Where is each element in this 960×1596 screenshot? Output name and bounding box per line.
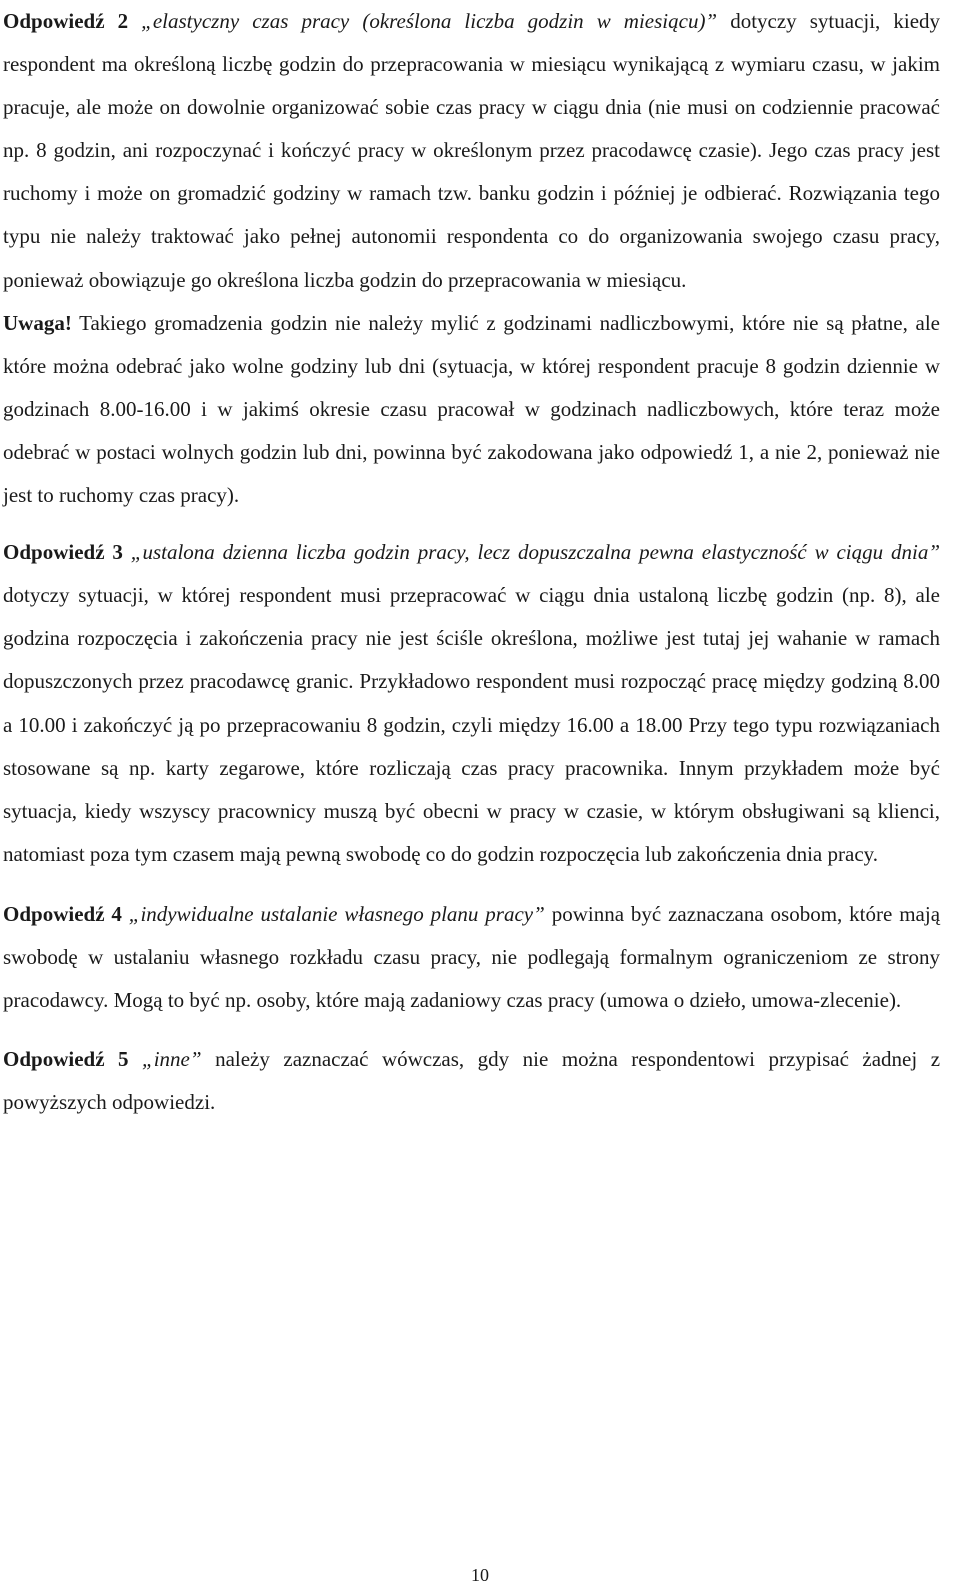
- answer-4-quote: „indywidualne ustalanie własnego planu pracy”: [128, 901, 545, 926]
- answer-3-quote: „ustalona dzienna liczba godzin pracy, lecz dopuszczalna pewna elastyczność w ciągu dnia”: [130, 540, 941, 565]
- page-number: 10: [471, 1565, 489, 1585]
- answer-5-quote: „inne”: [142, 1047, 202, 1072]
- document-page: [3, 0, 940, 1124]
- answer-2-paragraph: [3, 0, 940, 302]
- answer-2-label: Odpowiedź 2: [3, 9, 129, 33]
- answer-5-paragraph: [3, 1038, 940, 1124]
- answer-4-text: powinna być zaznaczana osobom, które mają swobodę w ustalaniu własnego rozkładu czasu pracy, nie podlegają formalnym ograniczeniom ze strony pracodawcy. Mogą to być np. osoby, które mają zadaniowy czas pracy (umowa o dzieło, umowa-zlecenie).: [3, 901, 941, 1013]
- answer-4-label: Odpowiedź 4: [3, 901, 122, 926]
- answer-3-label: Odpowiedź 3: [3, 540, 123, 565]
- answer-4-paragraph: [3, 893, 940, 1022]
- warning-text: Takiego gromadzenia godzin nie należy mylić z godzinami nadliczbowymi, które nie są płatne, ale które można odebrać jako wolne godziny lub dni (sytuacja, w której respondent pracuje 8 godzin dziennie w godzinach 8.00-16.00 i w jakimś okresie czasu pracował w godzinach nadliczbowych, które teraz może odebrać w postaci wolnych godzin lub dni, powinna być zakodowana jako odpowiedź 1, a nie 2, ponieważ nie jest to ruchomy czas pracy).: [3, 310, 941, 508]
- answer-2-quote: „elastyczny czas pracy (określona liczba godzin w miesiącu)”: [141, 9, 718, 33]
- answer-2-text: dotyczy sytuacji, kiedy respondent ma określoną liczbę godzin do przepracowania w miesiącu wynikającą z wymiaru czasu, w jakim pracuje, ale może on dowolnie organizować sobie czas pracy w ciągu dnia (nie musi on codziennie pracować np. 8 godzin, ani rozpoczynać i kończyć pracy w określonym przez pracodawcę czasie). Jego czas pracy jest ruchomy i może on gromadzić godziny w ramach tzw. banku godzin i później je odbierać. Rozwiązania tego typu nie należy traktować jako pełnej autonomii respondenta co do organizowania swojego czasu pracy, ponieważ obowiązuje go określona liczba godzin do przepracowania w miesiącu.: [3, 9, 941, 292]
- warning-paragraph: [3, 302, 940, 517]
- answer-3-paragraph: [3, 531, 940, 876]
- answer-5-label: Odpowiedź 5: [3, 1047, 129, 1072]
- answer-3-text: dotyczy sytuacji, w której respondent musi przepracować w ciągu dnia ustaloną liczbę godzin (np. 8), ale godzina rozpoczęcia i zakończenia pracy nie jest ściśle określona, możliwe jest tutaj jej wahanie w ramach dopuszczonych przez pracodawcę granic. Przykładowo respondent musi rozpocząć pracę między godziną 8.00 a 10.00 i zakończyć ją po przepracowaniu 8 godzin, czyli między 16.00 a 18.00 Przy tego typu rozwiązaniach stosowane są np. karty zegarowe, które rozliczają czas pracy pracownika. Innym przykładem może być sytuacja, kiedy wszyscy pracownicy muszą być obecni w pracy w czasie, w którym obsługiwani są klienci, natomiast poza tym czasem mają pewną swobodę co do godzin rozpoczęcia lub zakończenia dnia pracy.: [3, 583, 940, 866]
- warning-label: Uwaga!: [3, 310, 72, 335]
- answer-5-text: należy zaznaczać wówczas, gdy nie można respondentowi przypisać żadnej z powyższych odpowiedzi.: [3, 1047, 941, 1115]
